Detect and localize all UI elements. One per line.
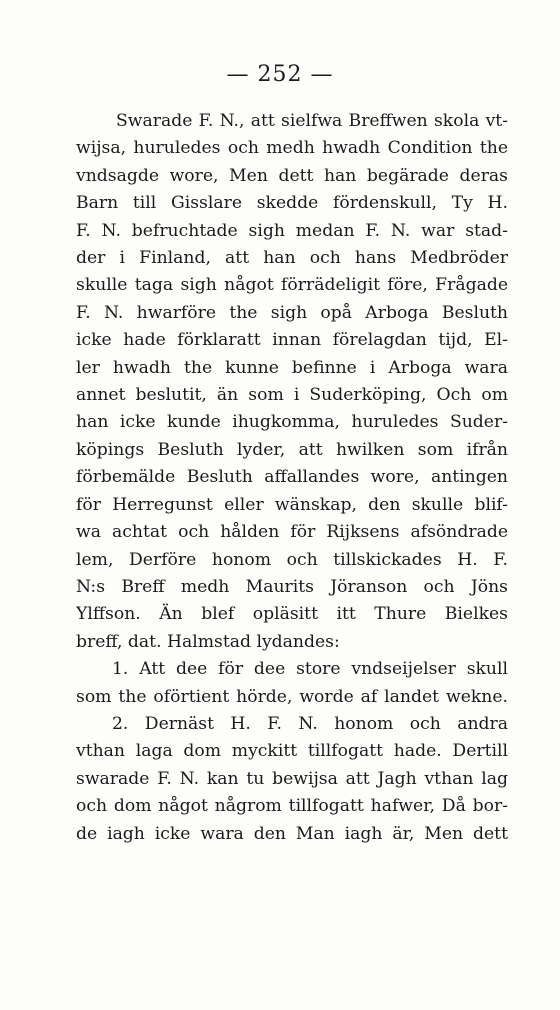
text-line: köpings Besluth lyder, att hwilken som ifrån — [76, 439, 508, 460]
text-line: vndsagde wore, Men dett han begärade deras — [76, 165, 508, 186]
list-item-line: som the oförtient hörde, worde af landet wekne. — [76, 686, 508, 707]
text-line: breff, dat. Halmstad lydandes: — [76, 631, 340, 652]
text-line: wijsa, huruledes och medh hwadh Condition the — [76, 138, 508, 159]
text-line: ler hwadh the kunne befinne i Arboga wara — [76, 357, 508, 378]
text-line: F. N. hwarföre the sigh opå Arboga Besluth — [76, 302, 508, 323]
list-item-line: 2. Dernäst H. F. N. honom och andra — [112, 713, 508, 734]
text-line: lem, Derföre honom och tillskickades H. F. — [76, 549, 508, 570]
text-line: förbemälde Besluth affallandes wore, antingen — [76, 467, 508, 488]
text-line: Barn till Gisslare skedde fördenskull, Ty H. — [76, 193, 508, 214]
text-line: skulle taga sigh något förrädeligit före, Frågade — [76, 275, 508, 296]
body-text — [76, 108, 508, 848]
text-line: N:s Breff medh Maurits Jöranson och Jöns — [76, 576, 508, 597]
list-item-line: 1. Att dee för dee store vndseijelser skull — [112, 659, 508, 680]
text-line: Swarade F. N., att sielfwa Breffwen skola vt- — [116, 111, 508, 131]
text-line: för Herregunst eller wänskap, den skulle blif- — [76, 494, 508, 515]
page-number-header: — 252 — — [226, 62, 334, 87]
text-line: vthan laga dom myckitt tillfogatt hade. Dertill — [76, 741, 508, 762]
text-line: annet beslutit, än som i Suderköping, Och om — [76, 385, 508, 406]
text-line: de iagh icke wara den Man iagh är, Men dett — [76, 823, 508, 844]
text-line: och dom något någrom tillfogatt hafwer, Då bor- — [76, 796, 508, 817]
text-line: Ylffson. Än blef opläsitt itt Thure Bielkes — [76, 604, 508, 625]
text-line: wa achtat och hålden för Rijksens afsöndrade — [76, 522, 508, 543]
text-line: der i Finland, att han och hans Medbröder — [76, 248, 508, 269]
text-line: F. N. befruchtade sigh medan F. N. war stad- — [76, 220, 508, 241]
text-line: swarade F. N. kan tu bewijsa att Jagh vthan lag — [76, 768, 508, 789]
text-line: han icke kunde ihugkomma, huruledes Suder- — [76, 412, 508, 433]
text-line: icke hade förklaratt innan förelagdan tijd, El- — [76, 330, 508, 351]
